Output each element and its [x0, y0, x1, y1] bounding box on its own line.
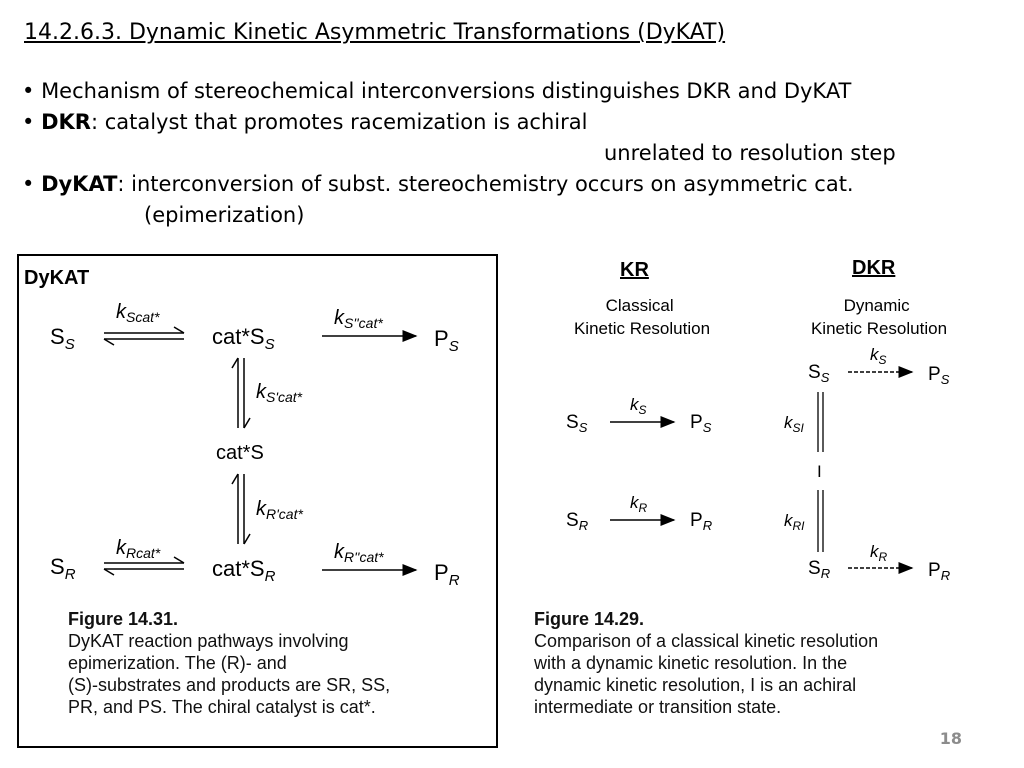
kr-heading: KR [620, 259, 649, 281]
kr-subtitle: Classical Kinetic Resolution [573, 296, 711, 338]
figure-14-31-title: Figure 14.31. [68, 609, 179, 629]
species-sr: $S_R$ [50, 554, 76, 583]
figure-14-31-caption [68, 608, 390, 718]
bullet-dot: • [22, 172, 42, 196]
equilibrium-arrow-catss-cats [232, 358, 250, 428]
rate-k-r1cat: $k_{R'cat*}$ [256, 498, 303, 522]
dykat-label: DyKAT [24, 267, 90, 289]
dkr-rate-ks: $k_S$ [870, 345, 887, 367]
caption-line: DyKAT reaction pathways involving [68, 631, 349, 651]
equilibrium-arrow-cats-catsr [232, 474, 250, 544]
species-cat-ss: $cat*S_S$ [212, 324, 275, 353]
rate-k-rcat: $k_{Rcat*}$ [116, 537, 161, 561]
bullet-mechanism: • Mechanism of stereochemical interconversions distinguishes DKR and DyKAT [22, 79, 852, 103]
bullet-dykat: • DyKAT: interconversion of subst. stereochemistry occurs on asymmetric cat. [22, 172, 854, 196]
species-cat-sr: $cat*S_R$ [212, 556, 276, 585]
kr-rate-kr: $k_R$ [630, 493, 648, 515]
dkr-rate-ksi: $k_{SI}$ [784, 413, 804, 435]
caption-line: Comparison of a classical kinetic resolution [534, 631, 879, 651]
bullet-dot: • [22, 79, 42, 103]
figure-14-29-title: Figure 14.29. [534, 609, 645, 629]
figure-14-29-caption [534, 608, 878, 718]
caption-line: (S)-substrates and products are SR, SS, [68, 675, 391, 695]
slide-title: 14.2.6.3. Dynamic Kinetic Asymmetric Transformations (DyKAT) [24, 20, 726, 45]
caption-line: dynamic kinetic resolution, I is an achiral [534, 675, 857, 695]
dkr-equilibrium-ss-i [818, 392, 823, 452]
dkr-species-ss: $S_S$ [808, 362, 830, 385]
species-cat-s: cat*S [216, 442, 264, 464]
species-pr: $P_R$ [434, 560, 460, 589]
dkr-species-sr: $S_R$ [808, 558, 831, 581]
dkr-rate-kr: $k_R$ [870, 542, 888, 564]
species-ps: $P_S$ [434, 326, 459, 355]
dkr-heading: DKR [852, 257, 896, 279]
dkr-species-pr: $P_R$ [928, 560, 951, 583]
caption-line: epimerization. The (R)- and [68, 653, 287, 673]
page-number: 18 [939, 729, 962, 748]
dkr-subtitle: Dynamic Kinetic Resolution [810, 296, 948, 338]
rate-k-s1cat: $k_{S'cat*}$ [256, 381, 303, 405]
kr-species-ss: $S_S$ [566, 412, 588, 435]
kr-species-pr: $P_R$ [690, 510, 713, 533]
caption-line: intermediate or transition state. [534, 697, 782, 717]
bullet-dkr-continuation: unrelated to resolution step [604, 141, 896, 165]
caption-line: PR, and PS. The chiral catalyst is cat*. [68, 697, 376, 717]
species-ss: $S_S$ [50, 324, 75, 353]
rate-k-s2cat: $k_{S''cat*}$ [334, 307, 383, 331]
dkr-species-ps: $P_S$ [928, 364, 950, 387]
bullet-dykat-continuation: (epimerization) [144, 203, 305, 227]
kr-species-ps: $P_S$ [690, 412, 712, 435]
rate-k-r2cat: $k_{R''cat*}$ [334, 541, 384, 565]
dkr-intermediate: I [817, 462, 822, 481]
rate-k-scat: $k_{Scat*}$ [116, 301, 160, 325]
kr-species-sr: $S_R$ [566, 510, 589, 533]
dkr-rate-kri: $k_{RI}$ [784, 511, 805, 533]
dkr-equilibrium-i-sr [818, 490, 823, 552]
caption-line: with a dynamic kinetic resolution. In the [534, 653, 848, 673]
equilibrium-arrow-ss-catss [104, 327, 184, 345]
bullet-dot: • [22, 110, 42, 134]
kr-rate-ks: $k_S$ [630, 395, 647, 417]
bullet-dkr: • DKR: catalyst that promotes racemization is achiral [22, 110, 588, 134]
